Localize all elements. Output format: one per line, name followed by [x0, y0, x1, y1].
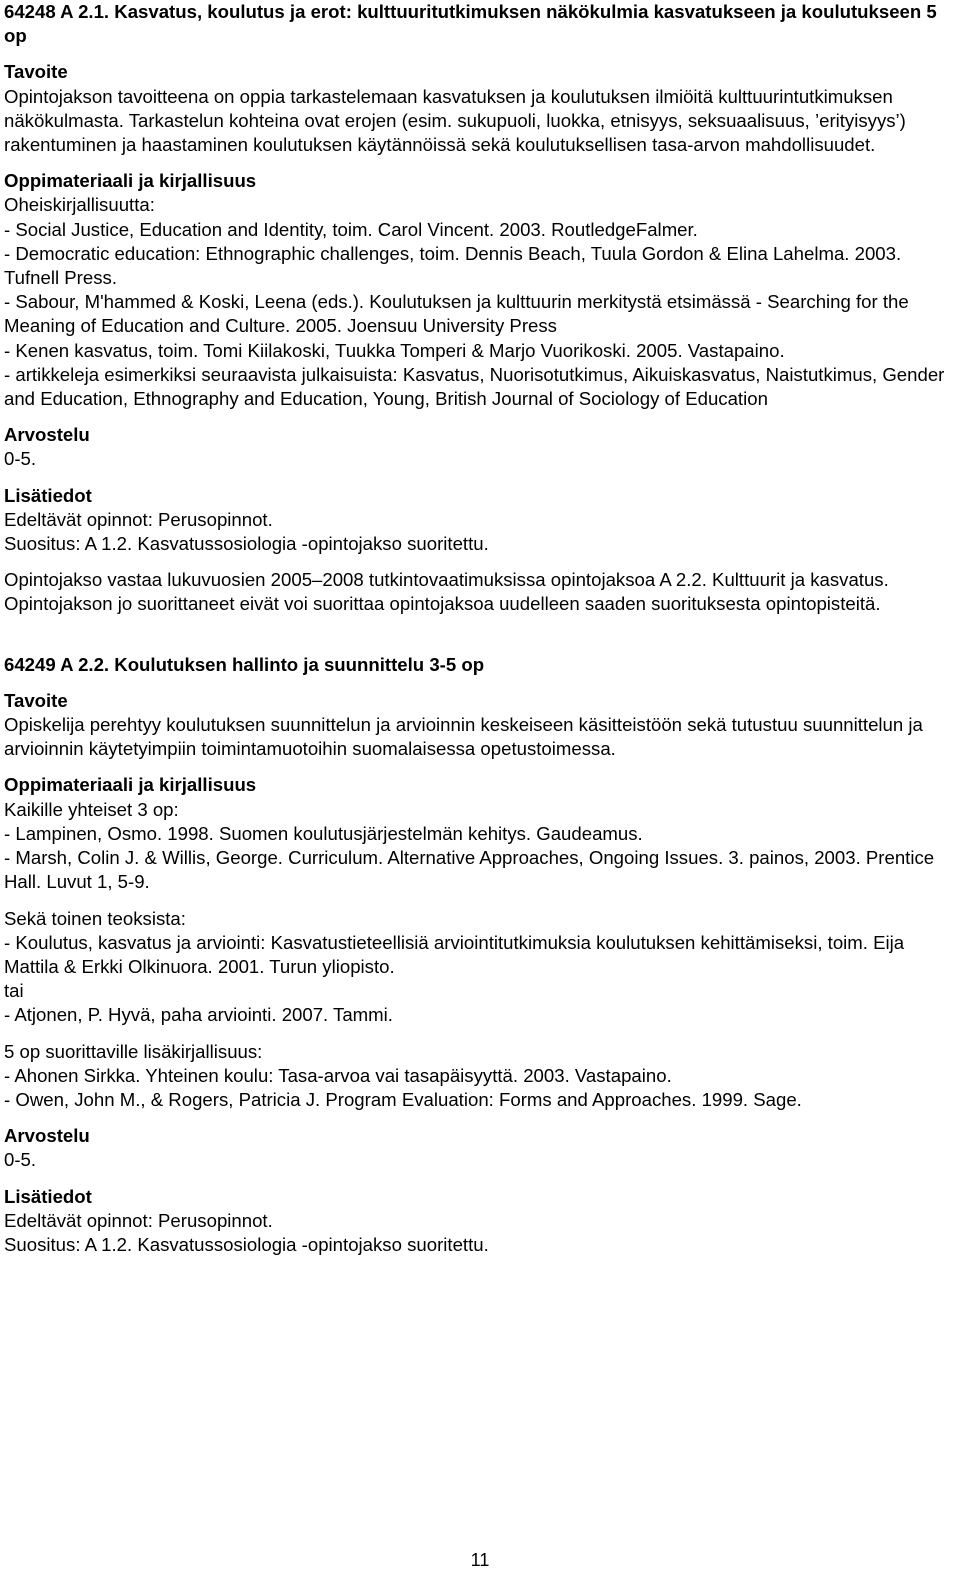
material-item: - Marsh, Colin J. & Willis, George. Curriculum. Alternative Approaches, Ongoing Issues. 3. painos, 2003. Prentice Hall. Luvut 1, 5-9.: [4, 847, 935, 893]
material-item: - Koulutus, kasvatus ja arviointi: Kasvatustieteellisiä arviointitutkimuksia koulutuksen kehittämiseksi, toim. Eija Mattila & Erkki Olkinuora. 2001. Turun yliopisto.: [4, 931, 905, 977]
course-64248: [4, 0, 956, 617]
info-heading: Lisätiedot: [4, 1185, 92, 1207]
goal-text: Opintojakson tavoitteena on oppia tarkastelemaan kasvatuksen ja koulutuksen ilmiöitä kulttuurintutkimuksen näkökulmasta. Tarkastelun kohteina ovat erojen (esim. sukupuoli, luokka, etnisyys, seksuaalisuus, ’erityisyys’) rakentuminen ja haastaminen koulutuksen käytännöissä sekä koulutuksellisen tasa-arvon mahdollisuudet.: [4, 85, 906, 156]
material-item: - Social Justice, Education and Identity, toim. Carol Vincent. 2003. RoutledgeFalmer.: [4, 218, 698, 240]
material-item: - Kenen kasvatus, toim. Tomi Kiilakoski, Tuukka Tomperi & Marjo Vuorikoski. 2005. Vastapaino.: [4, 339, 785, 361]
materials-heading: Oppimateriaali ja kirjallisuus: [4, 774, 257, 796]
info-note: Opintojakso vastaa lukuvuosien 2005–2008 tutkintovaatimuksissa opintojaksoa A 2.2. Kulttuurit ja kasvatus. Opintojakson jo suorittaneet eivät voi suorittaa opintojaksoa uudelleen saaden suorituksesta opintopisteitä.: [4, 569, 889, 615]
material-item: - Lampinen, Osmo. 1998. Suomen koulutusjärjestelmän kehitys. Gaudeamus.: [4, 822, 643, 844]
grading-text: 0-5.: [4, 448, 37, 470]
materials-heading: Oppimateriaali ja kirjallisuus: [4, 170, 257, 192]
goal-text: Opiskelija perehtyy koulutuksen suunnittelun ja arvioinnin keskeiseen käsitteistöön sekä tutustuu suunnittelun ja arvioinnin käytetyimpiin toimintamuotoihin suomalaisessa opetustoimessa.: [4, 714, 923, 760]
page-number: 11: [470, 1550, 490, 1570]
either-or: tai: [4, 980, 24, 1002]
goal-heading: Tavoite: [4, 689, 68, 711]
extra-intro: 5 op suorittaville lisäkirjallisuus:: [4, 1040, 263, 1062]
course-title: 64248 A 2.1. Kasvatus, koulutus ja erot: kulttuuritutkimuksen näkökulmia kasvatukseen ja koulutukseen 5 op: [4, 1, 937, 47]
course-title: 64249 A 2.2. Koulutuksen hallinto ja suunnittelu 3-5 op: [4, 653, 485, 675]
material-item: - Sabour, M'hammed & Koski, Leena (eds.). Koulutuksen ja kulttuurin merkitystä etsimässä - Searching for the Meaning of Education and Culture. 2005. Joensuu University Press: [4, 291, 909, 337]
info-recommend: Suositus: A 1.2. Kasvatussosiologia -opintojakso suoritettu.: [4, 533, 489, 555]
course-64249: [4, 653, 956, 1257]
info-prereq: Edeltävät opinnot: Perusopinnot.: [4, 508, 273, 530]
either-intro: Sekä toinen teoksista:: [4, 907, 186, 929]
material-item: - Ahonen Sirkka. Yhteinen koulu: Tasa-arvoa vai tasapäisyyttä. 2003. Vastapaino.: [4, 1064, 672, 1086]
grading-heading: Arvostelu: [4, 424, 90, 446]
material-item: - Democratic education: Ethnographic challenges, toim. Dennis Beach, Tuula Gordon & Elina Lahelma. 2003. Tufnell Press.: [4, 242, 902, 289]
common-intro: Kaikille yhteiset 3 op:: [4, 798, 179, 820]
info-prereq: Edeltävät opinnot: Perusopinnot.: [4, 1209, 273, 1231]
material-item: - artikkeleja esimerkiksi seuraavista julkaisuista: Kasvatus, Nuorisotutkimus, Aikuiskasvatus, Naistutkimus, Gender and Education, Ethnography and Education, Young, British Journal of Sociology of Education: [4, 363, 945, 410]
materials-intro: Oheiskirjallisuutta:: [4, 194, 155, 216]
material-item: - Owen, John M., & Rogers, Patricia J. Program Evaluation: Forms and Approaches. 1999. Sage.: [4, 1088, 802, 1110]
grading-heading: Arvostelu: [4, 1125, 90, 1147]
material-item: - Atjonen, P. Hyvä, paha arviointi. 2007. Tammi.: [4, 1004, 393, 1026]
info-heading: Lisätiedot: [4, 484, 92, 506]
grading-text: 0-5.: [4, 1149, 37, 1171]
document-page: [4, 0, 956, 1257]
goal-heading: Tavoite: [4, 61, 68, 83]
info-recommend: Suositus: A 1.2. Kasvatussosiologia -opintojakso suoritettu.: [4, 1233, 489, 1255]
